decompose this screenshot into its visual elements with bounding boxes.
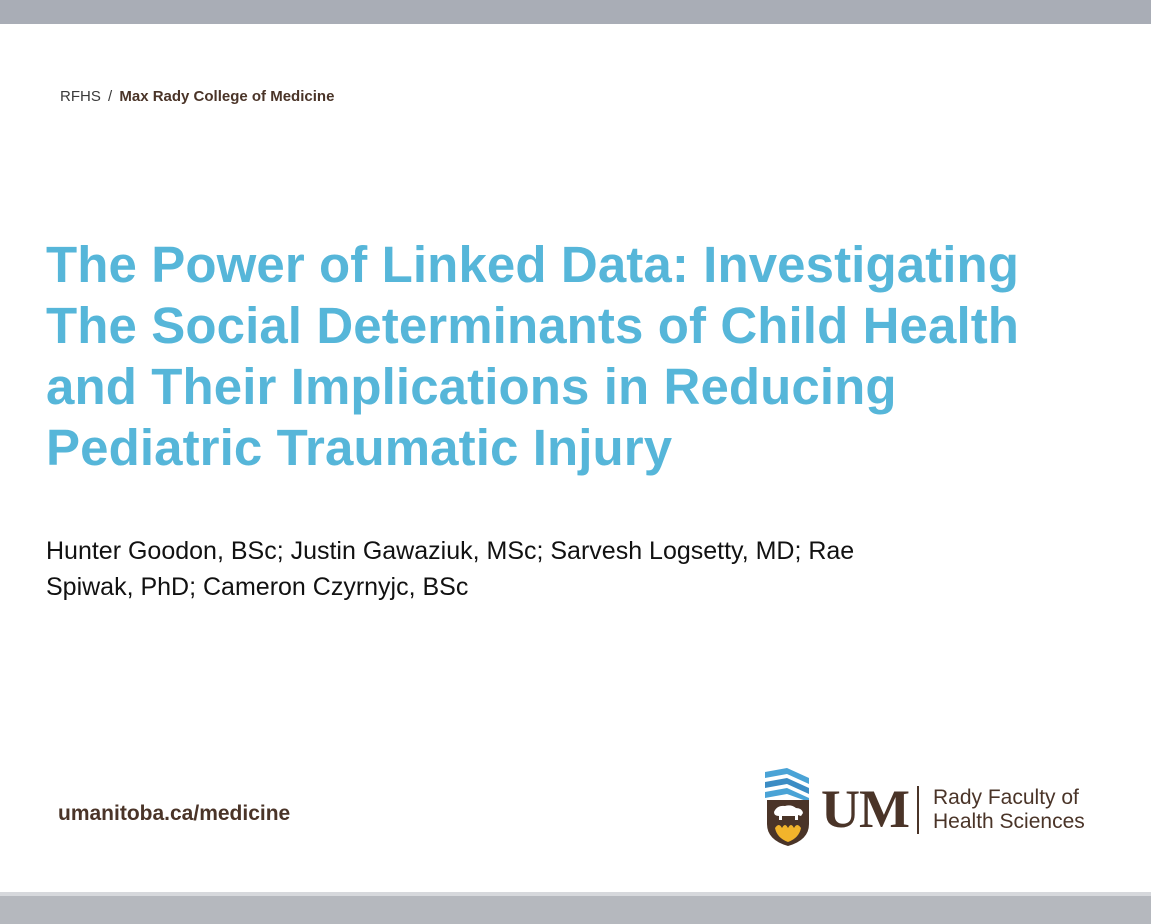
breadcrumb-separator: / [108,88,113,105]
breadcrumb [60,88,334,105]
breadcrumb-prefix: RFHS [60,88,101,105]
title-line: and Their Implications in Reducing [46,358,897,415]
logo-faculty-line: Health Sciences [933,810,1085,833]
university-crest-icon [765,768,811,846]
logo-faculty-name [933,786,1085,834]
logo-divider [917,786,919,834]
title-line: The Power of Linked Data: Investigating [46,236,1020,293]
title-line: The Social Determinants of Child Health [46,297,1020,354]
logo-faculty-line: Rady Faculty of [933,786,1079,809]
university-logo [765,768,1095,846]
title-line: Pediatric Traumatic Injury [46,419,673,476]
breadcrumb-college: Max Rady College of Medicine [119,88,335,105]
authors-line: Hunter Goodon, BSc; Justin Gawaziuk, MSc; Sarvesh Logsetty, MD; Rae [46,537,855,565]
slide-title [46,234,1151,478]
authors-line: Spiwak, PhD; Cameron Czyrnyjc, BSc [46,573,469,601]
top-bar [0,0,1151,24]
bottom-bar [0,892,1151,924]
logo-um-wordmark: UM [821,779,909,839]
website-url: umanitoba.ca/medicine [58,802,291,825]
authors [46,533,854,605]
